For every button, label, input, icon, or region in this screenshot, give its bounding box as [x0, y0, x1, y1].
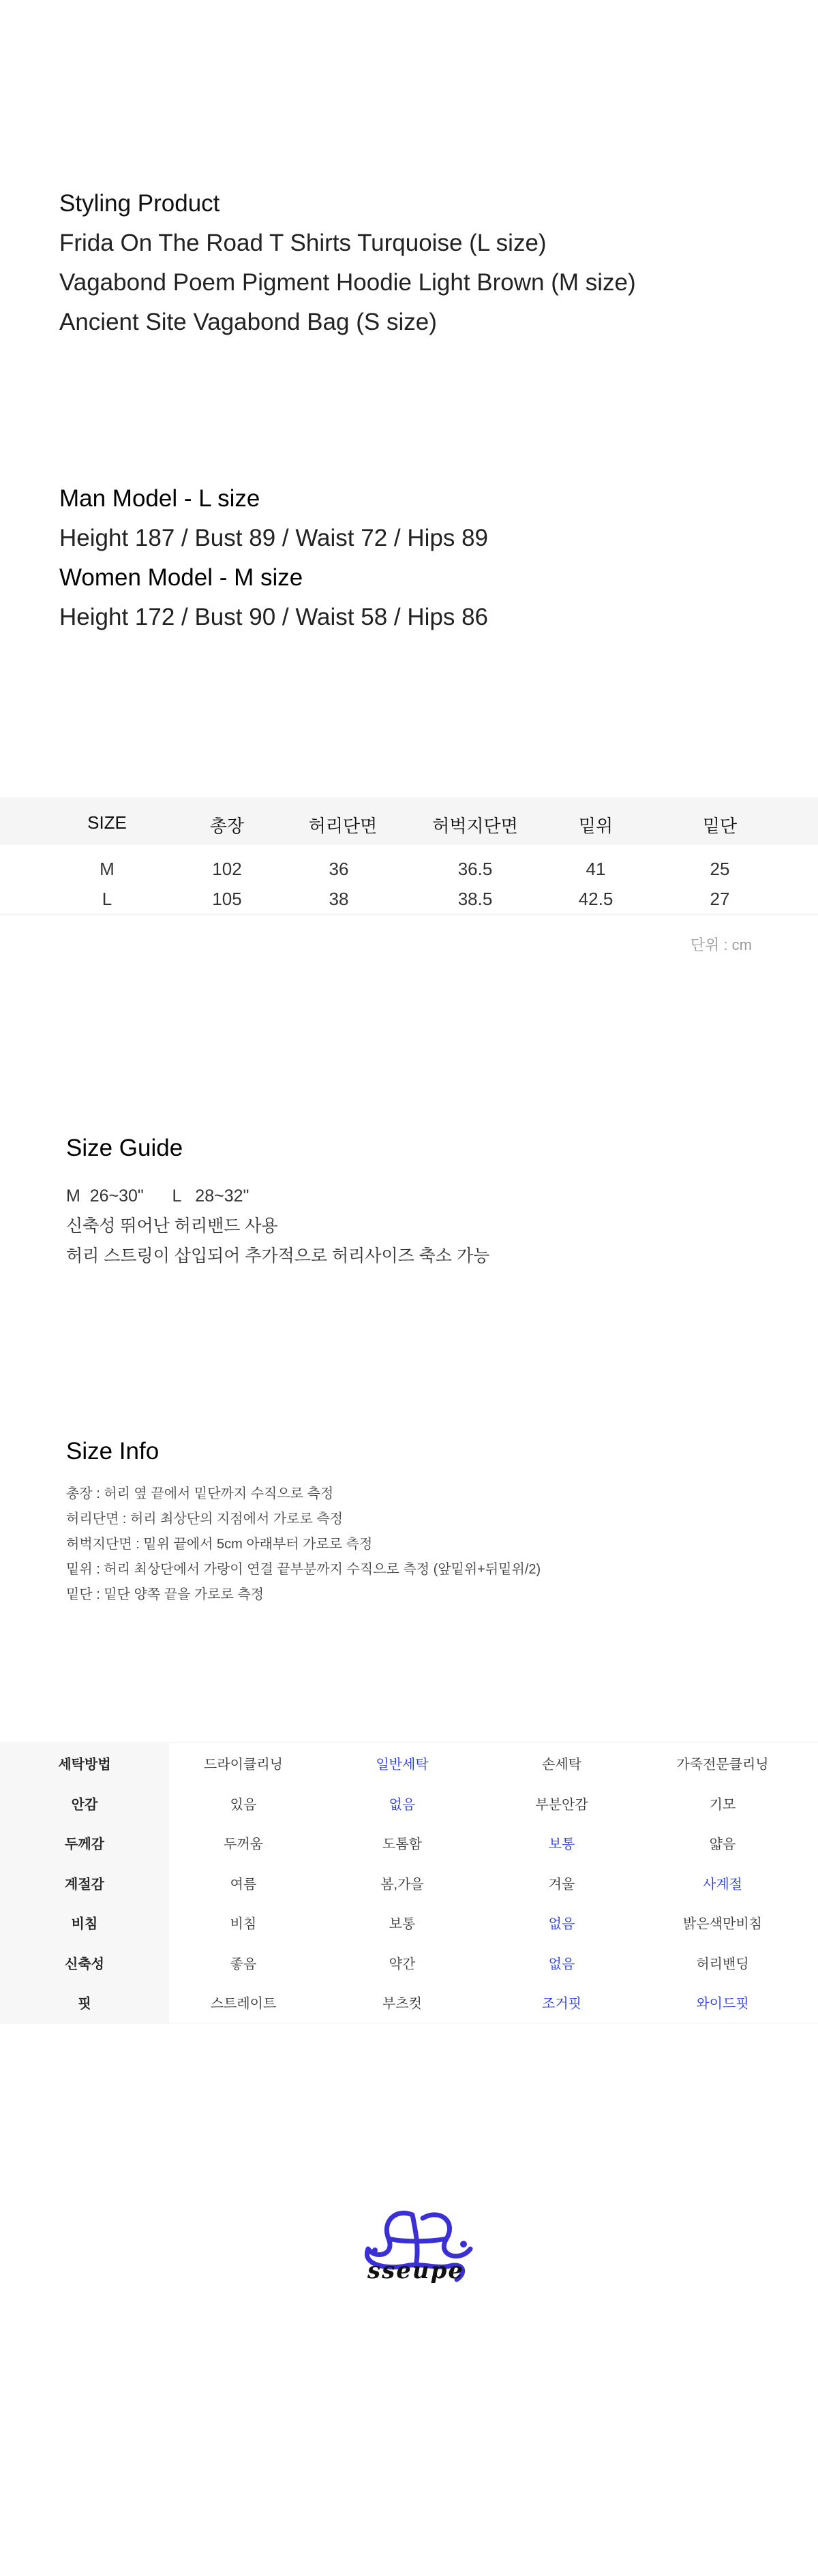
- size-guide-section: [66, 1128, 489, 1271]
- care-row-label: 두께감: [65, 1837, 104, 1852]
- man-model-specs: Height 187 / Bust 89 / Waist 72 / Hips 89: [59, 525, 489, 551]
- care-option: 약간: [389, 1957, 416, 1972]
- care-option: 겨울: [548, 1877, 575, 1892]
- unit-label: 단위 : cm: [690, 936, 752, 953]
- size-cell: 102: [212, 859, 242, 879]
- care-option-selected: 조거핏: [542, 1996, 581, 2012]
- care-option-selected: 일반세탁: [376, 1757, 429, 1773]
- care-table: [0, 1743, 818, 2023]
- size-table-header: [0, 797, 818, 845]
- care-row: [0, 1903, 818, 1943]
- styling-product-heading: Styling Product: [59, 190, 220, 217]
- care-option-selected: 없음: [548, 1916, 575, 1932]
- size-header-cell: 밑단: [702, 816, 738, 836]
- care-row-label: 핏: [78, 1996, 91, 2012]
- care-option: 스트레이트: [210, 1996, 277, 2012]
- size-header-cell: 허리단면: [308, 816, 378, 836]
- care-row: [0, 1982, 818, 2023]
- size-info-line: 허리단면 : 허리 최상단의 지점에서 가로로 측정: [66, 1512, 343, 1527]
- care-row-label: 계절감: [65, 1877, 104, 1892]
- care-option: 좋음: [230, 1957, 257, 1972]
- care-option: 손세탁: [542, 1757, 581, 1773]
- woman-model-heading: Women Model - M size: [59, 564, 303, 591]
- care-option: 허리밴딩: [696, 1957, 749, 1972]
- size-guide-line: M 26~30" L 28~32": [66, 1186, 249, 1206]
- size-cell: 27: [710, 889, 730, 909]
- care-row-label: 세탁방법: [58, 1757, 111, 1773]
- care-row: [0, 1743, 818, 1783]
- care-option: 부츠컷: [382, 1996, 422, 2012]
- size-guide-line: 허리 스트링이 삽입되어 추가적으로 허리사이즈 축소 가능: [66, 1246, 490, 1266]
- care-option: 있음: [230, 1797, 257, 1813]
- care-option: 기모: [709, 1797, 736, 1813]
- brand-logo: [348, 2201, 484, 2324]
- care-option: 여름: [230, 1877, 257, 1892]
- care-option: 밝은색만비침: [683, 1916, 762, 1932]
- size-cell: 38: [329, 889, 349, 909]
- size-cell: 105: [212, 889, 242, 909]
- care-option: 드라이클리닝: [204, 1757, 283, 1773]
- care-option: 보통: [389, 1916, 416, 1932]
- care-option-selected: 없음: [389, 1797, 416, 1813]
- size-cell: 36: [329, 859, 349, 879]
- woman-model-specs: Height 172 / Bust 90 / Waist 58 / Hips 86: [59, 604, 489, 630]
- care-option: 봄,가을: [380, 1877, 424, 1892]
- size-info-line: 밑단 : 밑단 양쪽 끝을 가로로 측정: [66, 1587, 264, 1602]
- care-option: 도톰함: [382, 1837, 422, 1852]
- care-row: [0, 1943, 818, 1983]
- styling-product-section: [59, 184, 636, 342]
- care-option: 가죽전문클리닝: [676, 1757, 769, 1773]
- care-option-selected: 와이드핏: [696, 1996, 749, 2012]
- size-info-line: 밑위 : 허리 최상단에서 가랑이 연결 끝부분까지 수직으로 측정 (앞밑위+뒤밑위/2): [66, 1562, 541, 1577]
- size-header-cell: 밑위: [578, 816, 614, 836]
- size-info-title: Size Info: [66, 1438, 160, 1465]
- care-row: [0, 1823, 818, 1863]
- logo-wordmark: sseupe: [367, 2257, 465, 2284]
- size-header-cell: SIZE: [87, 812, 127, 833]
- table-row: [0, 882, 818, 912]
- size-info-line: 허벅지단면 : 밑위 끝에서 5cm 아래부터 가로로 측정: [66, 1537, 373, 1552]
- size-table-body: [0, 845, 818, 915]
- care-option: 얇음: [709, 1837, 736, 1852]
- care-option: 두꺼움: [224, 1837, 263, 1852]
- care-row-label: 안감: [71, 1797, 98, 1813]
- styling-product-item: Vagabond Poem Pigment Hoodie Light Brown (M size): [59, 269, 636, 296]
- size-cell: 25: [710, 859, 730, 879]
- care-row: [0, 1863, 818, 1903]
- size-table: [0, 797, 818, 915]
- styling-product-item: Ancient Site Vagabond Bag (S size): [59, 309, 437, 335]
- styling-product-item: Frida On The Road T Shirts Turquoise (L size): [59, 230, 547, 256]
- model-info-section: [59, 479, 488, 637]
- care-row-label: 비침: [71, 1916, 98, 1932]
- size-info-section: [66, 1431, 541, 1608]
- size-guide-title: Size Guide: [66, 1135, 183, 1161]
- care-option-selected: 사계절: [703, 1877, 742, 1892]
- care-option-selected: 없음: [548, 1957, 575, 1972]
- size-cell: 36.5: [457, 859, 493, 879]
- care-option-selected: 보통: [548, 1837, 575, 1852]
- size-guide-line: 신축성 뛰어난 허리밴드 사용: [66, 1216, 278, 1236]
- size-header-cell: 허벅지단면: [432, 816, 518, 836]
- care-row-label: 신축성: [65, 1957, 104, 1972]
- care-row: [0, 1783, 818, 1824]
- table-row: [0, 852, 818, 882]
- care-option: 부분안감: [535, 1797, 588, 1813]
- size-cell: 38.5: [457, 889, 493, 909]
- care-option: 비침: [230, 1916, 257, 1932]
- size-header-cell: 총장: [209, 816, 245, 836]
- size-cell: 42.5: [578, 889, 614, 909]
- size-info-line: 총장 : 허리 옆 끝에서 밑단까지 수직으로 측정: [66, 1486, 334, 1501]
- size-cell: 41: [586, 859, 606, 879]
- man-model-heading: Man Model - L size: [59, 485, 260, 512]
- size-cell: L: [102, 889, 112, 909]
- size-cell: M: [100, 859, 115, 879]
